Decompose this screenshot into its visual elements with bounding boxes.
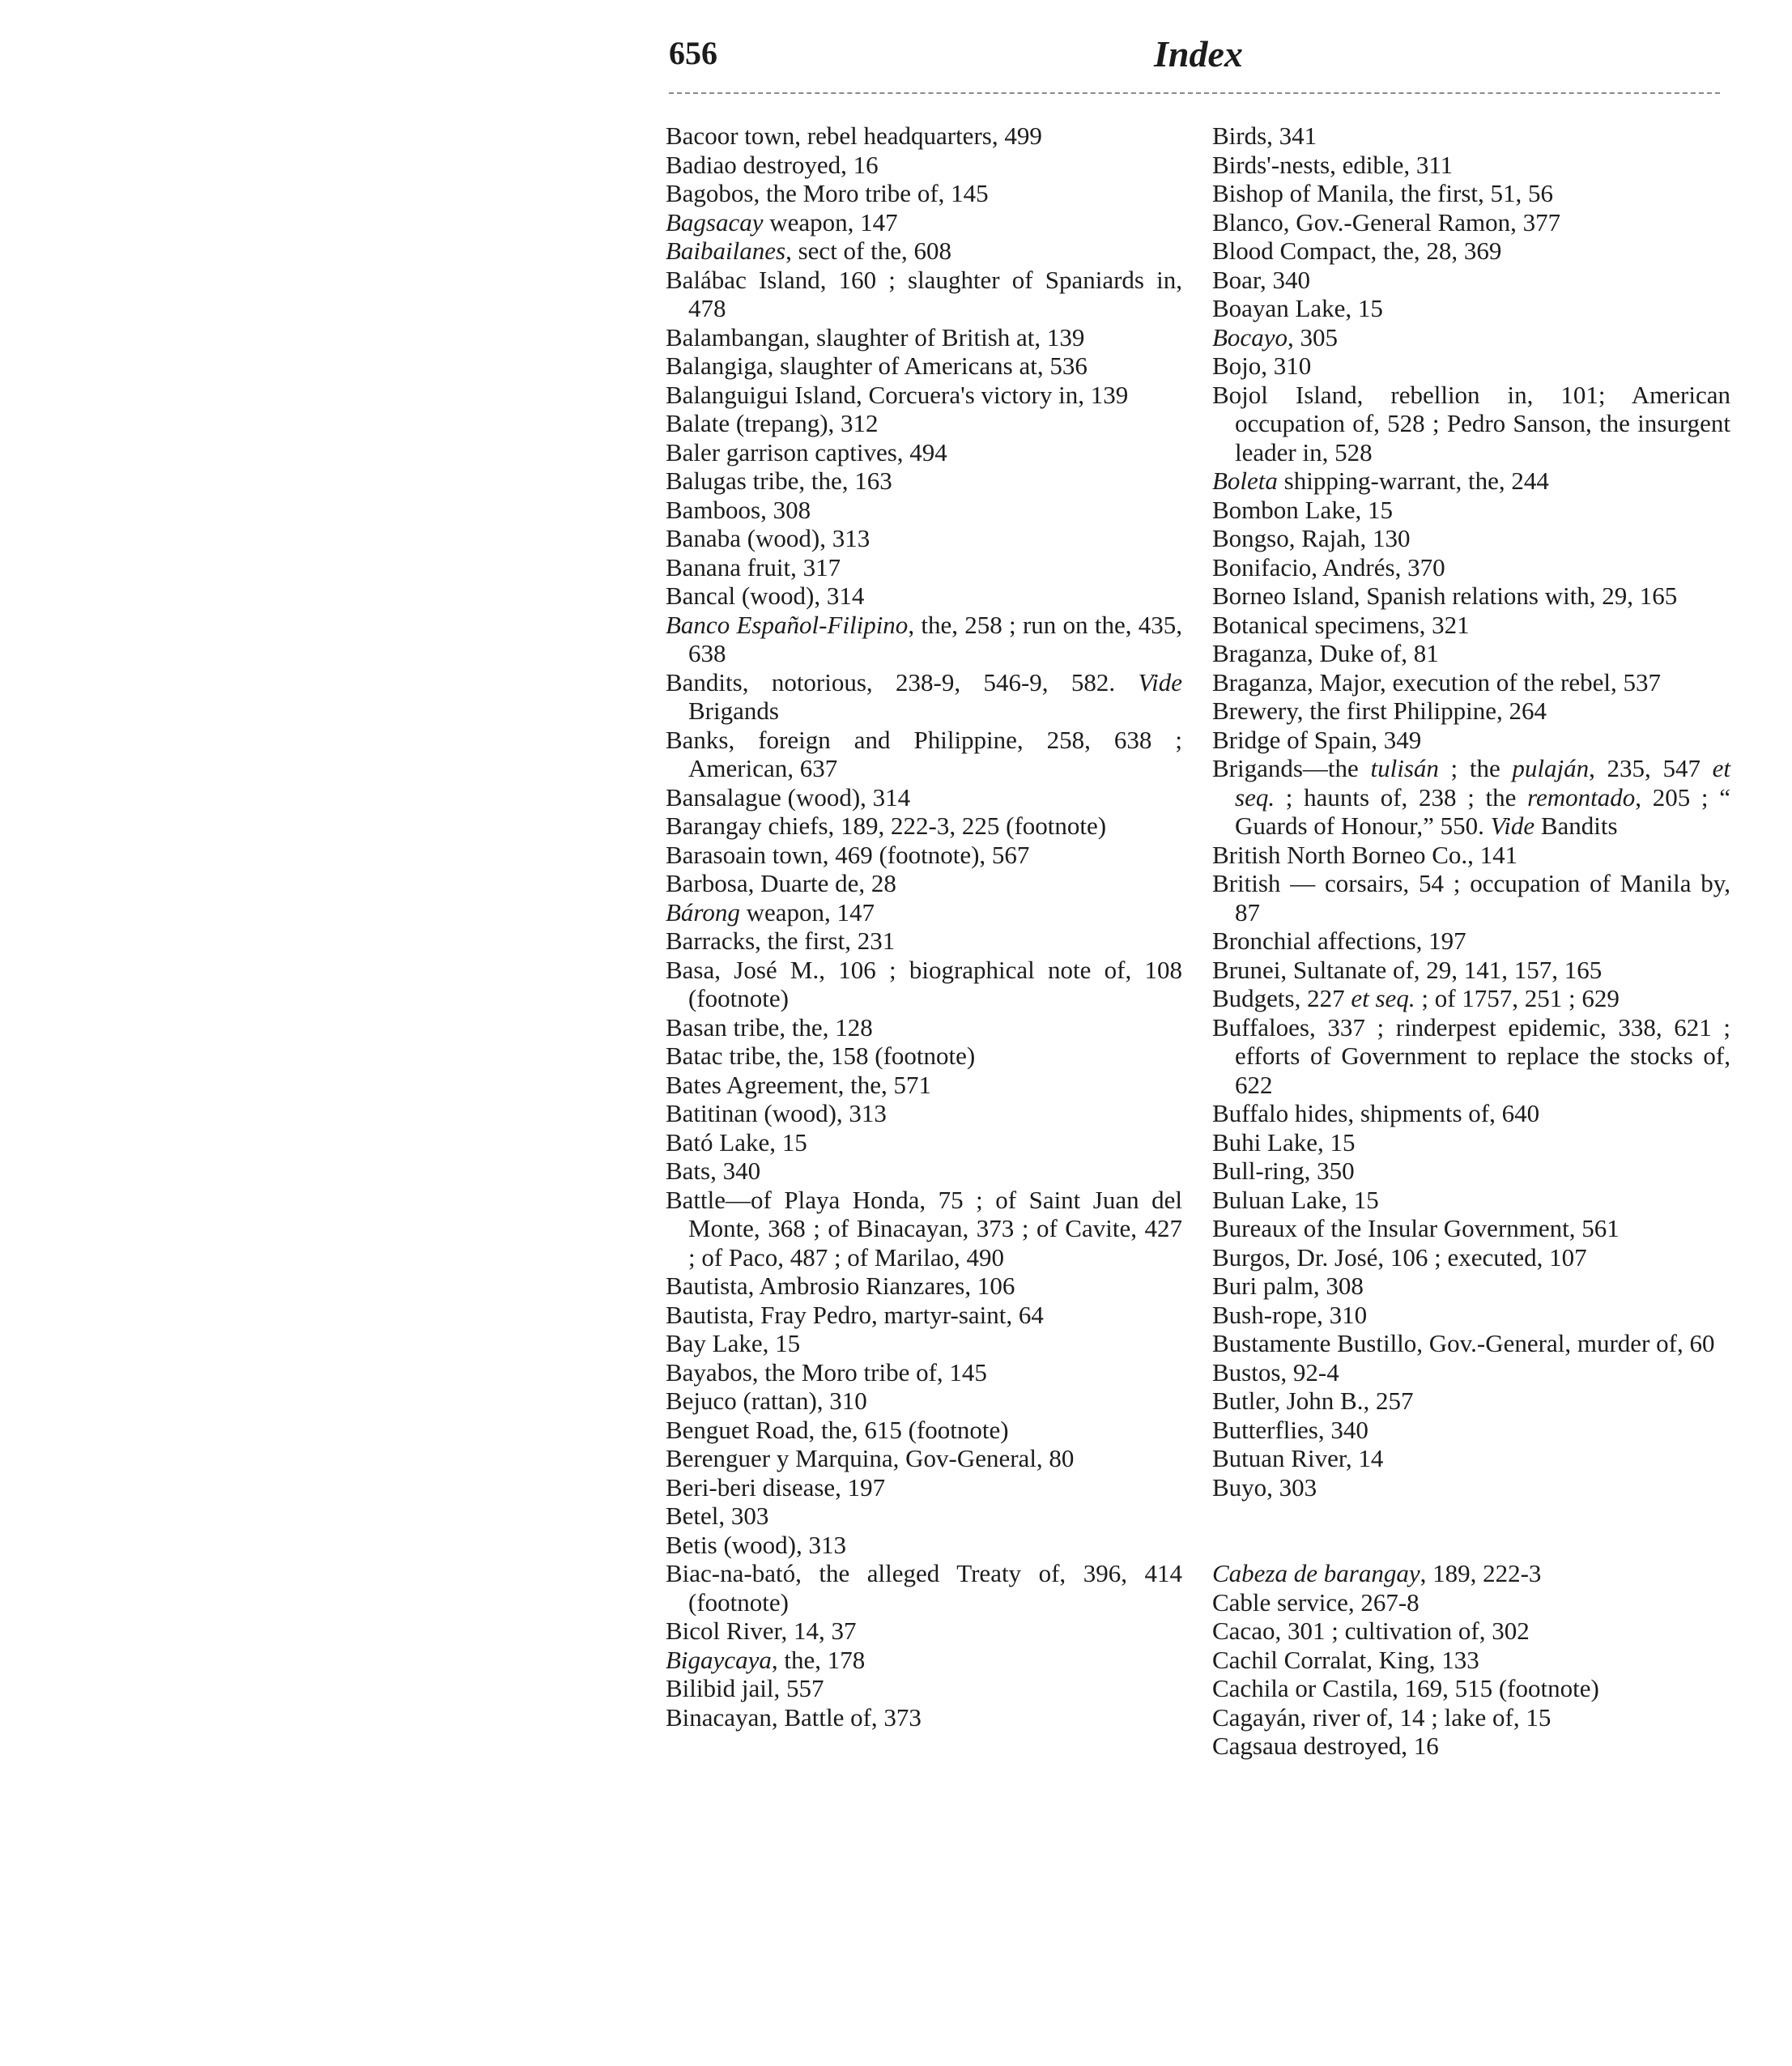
entry-text: Bustamente Bustillo, Gov.-General, murder of, 60 xyxy=(1212,1329,1715,1357)
entry-text: Cable service, 267-8 xyxy=(1212,1587,1420,1617)
entry-text: Cachil Corralat, King, 133 xyxy=(1212,1645,1479,1674)
entry-text: Bojo, 310 xyxy=(1212,351,1312,380)
entry-text: Bush-rope, 310 xyxy=(1212,1300,1368,1329)
index-entry xyxy=(1212,1099,1730,1128)
entry-text: Braganza, Duke of, 81 xyxy=(1212,639,1439,667)
entry-text: ; of 1757, 251 ; 629 xyxy=(1415,984,1620,1012)
entry-text: Bull-ring, 350 xyxy=(1212,1157,1355,1185)
index-entry xyxy=(1212,927,1730,956)
index-entry xyxy=(1212,956,1730,985)
entry-text: Buluan Lake, 15 xyxy=(1212,1185,1379,1214)
entry-text: Butterflies, 340 xyxy=(1212,1415,1368,1444)
index-entry xyxy=(666,1531,1182,1560)
entry-text: , 205 ; “ Guards of Honour,” 550. xyxy=(1235,782,1731,840)
entry-text: et seq. xyxy=(1351,984,1415,1012)
index-entry xyxy=(666,1042,1182,1071)
entry-text: Boleta xyxy=(1212,466,1278,495)
entry-text: Batitinan (wood), 313 xyxy=(666,1099,887,1127)
entry-text: Berenguer y Marquina, Gov-General, 80 xyxy=(666,1444,1075,1472)
index-entry xyxy=(1212,1703,1730,1732)
entry-text: Bongso, Rajah, 130 xyxy=(1212,524,1411,552)
index-entry xyxy=(666,409,1182,438)
entry-text: Blanco, Gov.-General Ramon, 377 xyxy=(1212,207,1561,236)
entry-text: Vide xyxy=(1490,811,1535,840)
entry-text: Butler, John B., 257 xyxy=(1212,1387,1414,1415)
entry-text: Balate (trepang), 312 xyxy=(666,409,879,437)
entry-text: Barbosa, Duarte de, 28 xyxy=(666,869,896,897)
entry-text: Budgets, 227 xyxy=(1212,984,1351,1012)
entry-text: Bureaux of the Insular Government, 561 xyxy=(1212,1214,1620,1242)
index-entry xyxy=(1212,1387,1730,1416)
index-entry xyxy=(666,668,1182,726)
index-entry xyxy=(1212,754,1730,841)
entry-text: , 235, 547 xyxy=(1589,754,1713,782)
entry-text: Betis (wood), 313 xyxy=(666,1530,847,1559)
entry-text: Brunei, Sultanate of, 29, 141, 157, 165 xyxy=(1212,955,1603,984)
entry-text: Bicol River, 14, 37 xyxy=(666,1617,857,1645)
index-entry xyxy=(666,869,1182,898)
index-entry xyxy=(666,1358,1182,1387)
index-entry xyxy=(666,179,1182,208)
entry-text: weapon, 147 xyxy=(739,897,875,927)
index-entry xyxy=(666,956,1182,1013)
entry-text: Blood Compact, the, 28, 369 xyxy=(1212,236,1502,265)
entry-text: Cabeza de barangay xyxy=(1212,1559,1420,1587)
entry-text: Bagobos, the Moro tribe of, 145 xyxy=(666,179,989,207)
entry-text: remontado xyxy=(1527,782,1636,811)
entry-text: Brigands xyxy=(688,696,779,725)
entry-text: Battle—of Playa Honda, 75 ; of Saint Juan del Monte, 368 ; of Binacayan, 373 ; of Cavite, 427 ; of Paco, 487 ; of Marilao, 490 xyxy=(666,1185,1182,1272)
entry-text: Cagsaua destroyed, 16 xyxy=(1212,1732,1439,1760)
index-entry xyxy=(1212,266,1730,295)
index-entry xyxy=(666,1013,1182,1042)
entry-text: Bombon Lake, 15 xyxy=(1212,495,1393,524)
index-entry xyxy=(666,611,1182,668)
entry-text: Bandits, notorious, 238-9, 546-9, 582. xyxy=(666,667,1139,696)
index-entry xyxy=(1212,1559,1730,1588)
index-entry xyxy=(666,1387,1182,1416)
index-entry xyxy=(666,726,1182,783)
entry-text: Burgos, Dr. José, 106 ; executed, 107 xyxy=(1212,1242,1587,1272)
entry-text: , the, 178 xyxy=(771,1645,866,1674)
index-entry xyxy=(666,1674,1182,1703)
entry-text: Buyo, 303 xyxy=(1212,1472,1317,1502)
entry-text: ; the xyxy=(1438,754,1513,782)
entry-text: Bustos, 92-4 xyxy=(1212,1357,1339,1387)
entry-text: Balugas tribe, the, 163 xyxy=(666,466,892,495)
entry-text: , the, 258 ; run on the, 435, 638 xyxy=(688,610,1182,667)
index-entry xyxy=(666,1301,1182,1330)
index-entry xyxy=(666,1703,1182,1732)
entry-text: Basan tribe, the, 128 xyxy=(666,1012,873,1042)
index-entry xyxy=(1212,1674,1730,1703)
running-title: Index xyxy=(1154,33,1243,75)
index-entry xyxy=(1212,1128,1730,1157)
index-entry xyxy=(1212,581,1730,611)
entry-text: Butuan River, 14 xyxy=(1212,1444,1384,1472)
entry-text: Cacao, 301 ; cultivation of, 302 xyxy=(1212,1617,1530,1645)
index-entry xyxy=(1212,294,1730,323)
entry-text: Buffaloes, 337 ; rinderpest epidemic, 338, 621 ; efforts of Government to replace the stocks of, 622 xyxy=(1212,1012,1730,1099)
entry-text: , 189, 222-3 xyxy=(1420,1559,1542,1587)
index-entry xyxy=(666,438,1182,467)
entry-text: Baibailanes xyxy=(666,236,786,265)
entry-text: Betel, 303 xyxy=(666,1502,769,1530)
entry-text: British North Borneo Co., 141 xyxy=(1212,840,1518,869)
entry-text: Bates Agreement, the, 571 xyxy=(666,1070,931,1099)
entry-text: Cagayán, river of, 14 ; lake of, 15 xyxy=(1212,1702,1552,1732)
entry-text: Biac-na-bató, the alleged Treaty of, 396, 414 (footnote) xyxy=(666,1559,1182,1617)
index-entry xyxy=(666,841,1182,870)
index-entry xyxy=(1212,524,1730,553)
entry-text: Bárong xyxy=(666,897,740,927)
index-entry xyxy=(1212,984,1730,1013)
index-entry xyxy=(1212,1301,1730,1330)
index-entry xyxy=(666,581,1182,611)
index-entry xyxy=(666,1444,1182,1473)
entry-text: Beri-beri disease, 197 xyxy=(666,1472,886,1502)
index-entry xyxy=(1212,1329,1730,1358)
index-entry xyxy=(666,927,1182,956)
index-entry xyxy=(666,811,1182,841)
entry-text: Braganza, Major, execution of the rebel, 537 xyxy=(1212,667,1661,696)
index-entry xyxy=(666,524,1182,553)
entry-text: Brewery, the first Philippine, 264 xyxy=(1212,696,1547,725)
index-entry xyxy=(1212,236,1730,266)
index-entry xyxy=(666,1646,1182,1675)
index-entry xyxy=(1212,466,1730,496)
index-entry xyxy=(666,466,1182,496)
index-entry xyxy=(1212,1473,1730,1502)
entry-text: British — corsairs, 54 ; occupation of Manila by, 87 xyxy=(1212,869,1730,927)
entry-text: Bató Lake, 15 xyxy=(666,1127,807,1157)
index-entry xyxy=(666,1272,1182,1301)
entry-text: Buffalo hides, shipments of, 640 xyxy=(1212,1099,1540,1127)
entry-text: Baler garrison captives, 494 xyxy=(666,437,947,466)
index-entry xyxy=(1212,1416,1730,1445)
entry-text: Bautista, Fray Pedro, martyr-saint, 64 xyxy=(666,1300,1044,1329)
index-entry xyxy=(666,236,1182,266)
index-entry xyxy=(666,1099,1182,1128)
entry-text: pulaján xyxy=(1512,754,1590,782)
index-entry xyxy=(666,1502,1182,1531)
index-entry xyxy=(1212,1646,1730,1675)
section-gap xyxy=(1212,1502,1730,1559)
entry-text: Banana fruit, 317 xyxy=(666,552,841,581)
index-entry xyxy=(1212,151,1730,180)
index-entry xyxy=(1212,121,1730,151)
index-entry xyxy=(666,1186,1182,1272)
entry-text: Botanical specimens, 321 xyxy=(1212,610,1470,639)
entry-text: , sect of the, 608 xyxy=(785,236,951,265)
entry-text: Balanguigui Island, Corcuera's victory in, 139 xyxy=(666,380,1129,409)
entry-text: Balangiga, slaughter of Americans at, 536 xyxy=(666,351,1088,380)
entry-text: Bojol Island, rebellion in, 101; American occupation of, 528 ; Pedro Sanson, the insurgent leader in, 528 xyxy=(1212,380,1730,466)
index-entry xyxy=(1212,1444,1730,1473)
index-entry xyxy=(1212,351,1730,381)
entry-text: Bancal (wood), 314 xyxy=(666,581,865,610)
entry-text: Balambangan, slaughter of British at, 139 xyxy=(666,322,1085,351)
entry-text: Bocayo xyxy=(1212,322,1288,351)
entry-text: tulisán xyxy=(1370,754,1439,782)
index-entry xyxy=(1212,1617,1730,1646)
index-entry xyxy=(1212,1013,1730,1100)
index-entry xyxy=(1212,553,1730,582)
entry-text: Birds'-nests, edible, 311 xyxy=(1212,150,1454,179)
entry-text: Boar, 340 xyxy=(1212,265,1311,294)
index-entry xyxy=(666,1473,1182,1502)
entry-text: Bagsacay xyxy=(666,207,764,236)
entry-text: Badiao destroyed, 16 xyxy=(666,150,879,179)
entry-text: Batac tribe, the, 158 (footnote) xyxy=(666,1042,976,1070)
index-entry xyxy=(1212,668,1730,697)
index-entry xyxy=(1212,496,1730,525)
index-entry xyxy=(1212,381,1730,467)
index-entry xyxy=(1212,696,1730,726)
index-entry xyxy=(1212,1588,1730,1617)
entry-text: Bigaycaya xyxy=(666,1645,772,1674)
entry-text: Bay Lake, 15 xyxy=(666,1329,801,1357)
entry-text: Bandits xyxy=(1534,811,1618,840)
entry-text: Cachila or Castila, 169, 515 (footnote) xyxy=(1212,1674,1599,1702)
index-entry xyxy=(666,1617,1182,1646)
entry-text: Bridge of Spain, 349 xyxy=(1212,725,1422,754)
index-entry xyxy=(666,1329,1182,1358)
index-entry xyxy=(666,151,1182,180)
entry-text: Birds, 341 xyxy=(1212,121,1317,150)
index-entry xyxy=(1212,1358,1730,1387)
index-column-right xyxy=(1212,121,1730,1761)
index-column-left xyxy=(666,121,1182,1732)
entry-text: Balábac Island, 160 ; slaughter of Spaniards in, 478 xyxy=(666,265,1182,322)
index-entry xyxy=(666,381,1182,410)
index-entry xyxy=(666,1157,1182,1186)
entry-text: Bamboos, 308 xyxy=(666,495,811,524)
index-entry xyxy=(666,266,1182,323)
entry-text: weapon, 147 xyxy=(763,207,898,236)
index-entry xyxy=(1212,208,1730,237)
entry-text: Bejuco (rattan), 310 xyxy=(666,1387,867,1415)
entry-text: Banco Español-Filipino xyxy=(666,610,909,639)
entry-text: Bautista, Ambrosio Rianzares, 106 xyxy=(666,1272,1015,1300)
entry-text: Buhi Lake, 15 xyxy=(1212,1127,1356,1157)
entry-text: Vide xyxy=(1138,667,1182,696)
entry-text: Bacoor town, rebel headquarters, 499 xyxy=(666,121,1042,150)
entry-text: Binacayan, Battle of, 373 xyxy=(666,1702,922,1732)
index-entry xyxy=(1212,323,1730,352)
index-entry xyxy=(1212,1157,1730,1186)
index-entry xyxy=(666,208,1182,237)
index-entry xyxy=(666,1071,1182,1100)
index-entry xyxy=(666,121,1182,151)
index-entry xyxy=(666,351,1182,381)
entry-text: Banks, foreign and Philippine, 258, 638 ; American, 637 xyxy=(666,725,1182,782)
index-entry xyxy=(666,783,1182,812)
index-entry xyxy=(1212,1186,1730,1215)
entry-text: Bronchial affections, 197 xyxy=(1212,927,1466,955)
index-entry xyxy=(666,898,1182,927)
page-number: 656 xyxy=(669,35,717,71)
entry-text: Bayabos, the Moro tribe of, 145 xyxy=(666,1357,987,1387)
entry-text: ; haunts of, 238 ; the xyxy=(1275,782,1528,811)
index-entry xyxy=(1212,639,1730,668)
entry-text: Banaba (wood), 313 xyxy=(666,524,870,552)
entry-text: Basa, José M., 106 ; biographical note of, 108 (footnote) xyxy=(666,955,1182,1012)
index-entry xyxy=(1212,1732,1730,1761)
entry-text: Boayan Lake, 15 xyxy=(1212,294,1383,322)
entry-text: shipping-warrant, the, 244 xyxy=(1277,466,1549,495)
index-entry xyxy=(1212,1272,1730,1301)
index-entry xyxy=(666,1416,1182,1445)
entry-text: Buri palm, 308 xyxy=(1212,1272,1364,1300)
index-entry xyxy=(1212,611,1730,640)
entry-text: Bishop of Manila, the first, 51, 56 xyxy=(1212,179,1554,207)
entry-text: Benguet Road, the, 615 (footnote) xyxy=(666,1415,1009,1444)
index-entry xyxy=(666,1559,1182,1617)
entry-text: Brigands—the xyxy=(1212,754,1371,782)
index-entry xyxy=(1212,1243,1730,1272)
index-entry xyxy=(1212,179,1730,208)
entry-text: Bonifacio, Andrés, 370 xyxy=(1212,552,1445,581)
entry-text: et seq. xyxy=(1235,754,1731,811)
entry-text: Bats, 340 xyxy=(666,1157,761,1185)
entry-text: Barangay chiefs, 189, 222-3, 225 (footnote) xyxy=(666,811,1107,840)
index-entry xyxy=(1212,841,1730,870)
entry-text: Barracks, the first, 231 xyxy=(666,927,896,955)
entry-text: Bilibid jail, 557 xyxy=(666,1674,824,1702)
index-entry xyxy=(1212,869,1730,927)
index-entry xyxy=(1212,1214,1730,1243)
index-entry xyxy=(666,323,1182,352)
entry-text: Borneo Island, Spanish relations with, 29, 165 xyxy=(1212,581,1678,610)
entry-text: Bansalague (wood), 314 xyxy=(666,782,911,811)
index-entry xyxy=(666,553,1182,582)
index-entry xyxy=(666,1128,1182,1157)
header-rule xyxy=(669,92,1720,94)
index-entry xyxy=(1212,726,1730,755)
index-entry xyxy=(666,496,1182,525)
entry-text: , 305 xyxy=(1287,322,1338,351)
entry-text: Barasoain town, 469 (footnote), 567 xyxy=(666,840,1030,869)
